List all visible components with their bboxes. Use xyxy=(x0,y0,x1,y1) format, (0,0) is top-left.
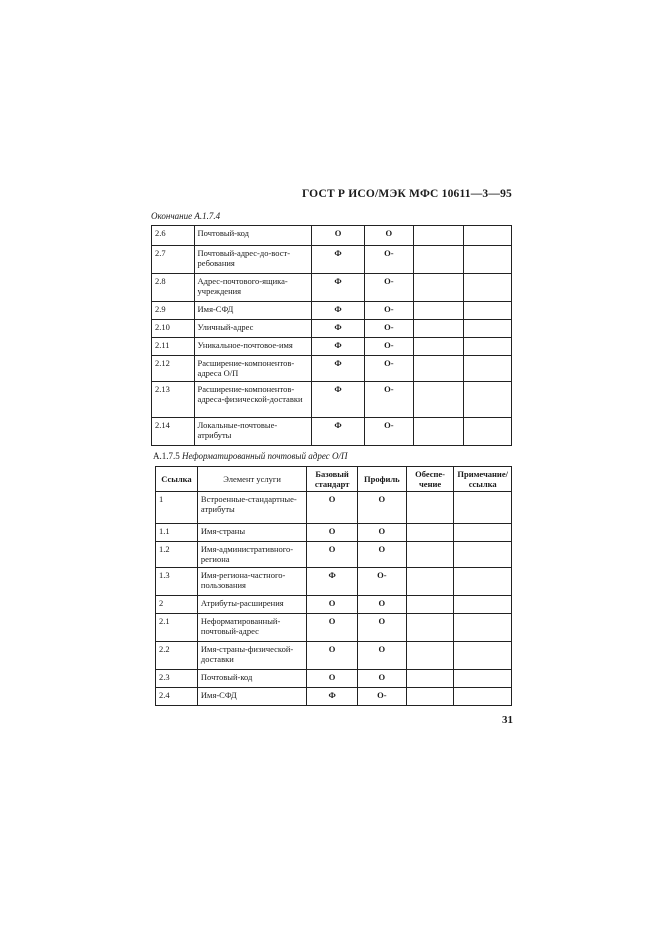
cell-note xyxy=(463,302,511,320)
cell-element: Имя-административного-региона xyxy=(197,542,306,568)
cell-note xyxy=(454,688,512,706)
cell-profile: О- xyxy=(357,688,406,706)
table1 xyxy=(151,225,512,446)
table2 xyxy=(155,466,512,706)
table2-header-row xyxy=(156,467,512,492)
cell-base-standard: Ф xyxy=(312,382,364,418)
cell-profile: О xyxy=(357,524,406,542)
cell-support xyxy=(406,492,454,524)
table1-caption: Окончание А.1.7.4 xyxy=(151,211,221,221)
cell-element: Расширение-компонентов-адреса О/П xyxy=(194,356,312,382)
table2-caption-number: А.1.7.5 xyxy=(153,451,180,461)
cell-base-standard: Ф xyxy=(312,338,364,356)
cell-base-standard: О xyxy=(307,670,358,688)
table2-caption-text: Неформатированный почтовый адрес О/П xyxy=(182,451,348,461)
table2-caption xyxy=(153,451,347,461)
cell-note xyxy=(463,356,511,382)
cell-ref: 2.9 xyxy=(152,302,195,320)
cell-base-standard: О xyxy=(307,596,358,614)
table-row xyxy=(152,226,512,246)
cell-element: Имя-страны-физической-доставки xyxy=(197,642,306,670)
cell-support xyxy=(413,320,463,338)
cell-support xyxy=(413,418,463,446)
table-row xyxy=(152,382,512,418)
cell-support xyxy=(413,226,463,246)
cell-element: Уличный-адрес xyxy=(194,320,312,338)
cell-profile: О xyxy=(357,492,406,524)
cell-profile: О- xyxy=(364,274,413,302)
header-base-standard: Базовый стандарт xyxy=(307,467,358,492)
cell-note xyxy=(463,382,511,418)
cell-note xyxy=(454,614,512,642)
cell-support xyxy=(406,524,454,542)
cell-profile: О- xyxy=(364,302,413,320)
table-row xyxy=(156,492,512,524)
cell-element: Имя-СФД xyxy=(197,688,306,706)
cell-base-standard: О xyxy=(307,614,358,642)
cell-profile: О- xyxy=(364,338,413,356)
cell-element: Атрибуты-расширения xyxy=(197,596,306,614)
cell-ref: 2 xyxy=(156,596,198,614)
cell-base-standard: Ф xyxy=(312,274,364,302)
cell-support xyxy=(413,246,463,274)
cell-base-standard: О xyxy=(307,524,358,542)
cell-element: Имя-страны xyxy=(197,524,306,542)
header-ref: Ссылка xyxy=(156,467,198,492)
cell-ref: 2.1 xyxy=(156,614,198,642)
cell-ref: 2.4 xyxy=(156,688,198,706)
cell-ref: 2.6 xyxy=(152,226,195,246)
cell-support xyxy=(406,596,454,614)
cell-ref: 2.3 xyxy=(156,670,198,688)
table-row xyxy=(152,418,512,446)
cell-ref: 2.14 xyxy=(152,418,195,446)
cell-element: Расширение-компонентов-адреса-физической-доставки xyxy=(194,382,312,418)
table-row xyxy=(156,568,512,596)
cell-base-standard: Ф xyxy=(312,246,364,274)
cell-element: Имя-СФД xyxy=(194,302,312,320)
table-row xyxy=(156,688,512,706)
cell-note xyxy=(463,418,511,446)
cell-element: Уникальное-почтовое-имя xyxy=(194,338,312,356)
cell-ref: 1.2 xyxy=(156,542,198,568)
cell-element: Почтовый-код xyxy=(197,670,306,688)
cell-ref: 1 xyxy=(156,492,198,524)
cell-support xyxy=(406,542,454,568)
cell-note xyxy=(454,542,512,568)
cell-profile: О- xyxy=(357,568,406,596)
cell-note xyxy=(454,492,512,524)
cell-note xyxy=(454,642,512,670)
cell-note xyxy=(463,320,511,338)
cell-base-standard: Ф xyxy=(312,320,364,338)
cell-support xyxy=(413,338,463,356)
cell-support xyxy=(413,356,463,382)
cell-support xyxy=(406,670,454,688)
table-row xyxy=(152,320,512,338)
cell-element: Имя-региона-частного-пользования xyxy=(197,568,306,596)
cell-note xyxy=(463,226,511,246)
cell-ref: 2.7 xyxy=(152,246,195,274)
cell-profile: О- xyxy=(364,356,413,382)
header-element: Элемент услуги xyxy=(197,467,306,492)
cell-ref: 2.2 xyxy=(156,642,198,670)
cell-support xyxy=(413,382,463,418)
cell-element: Адрес-почтового-ящика-учреждения xyxy=(194,274,312,302)
cell-profile: О- xyxy=(364,320,413,338)
cell-profile: О- xyxy=(364,246,413,274)
cell-ref: 2.11 xyxy=(152,338,195,356)
cell-profile: О xyxy=(357,670,406,688)
cell-base-standard: Ф xyxy=(312,418,364,446)
table-row xyxy=(156,670,512,688)
header-support: Обеспе-чение xyxy=(406,467,454,492)
cell-element: Локальные-почтовые-атрибуты xyxy=(194,418,312,446)
cell-profile: О xyxy=(357,596,406,614)
page-number: 31 xyxy=(502,714,513,726)
cell-base-standard: Ф xyxy=(307,568,358,596)
cell-support xyxy=(406,688,454,706)
document-header: ГОСТ Р ИСО/МЭК МФС 10611—3—95 xyxy=(301,188,512,200)
table-row xyxy=(156,542,512,568)
cell-profile: О- xyxy=(364,418,413,446)
cell-note xyxy=(454,524,512,542)
table-row xyxy=(156,524,512,542)
cell-profile: О xyxy=(364,226,413,246)
cell-note xyxy=(463,246,511,274)
cell-element: Встроенные-стандартные-атрибуты xyxy=(197,492,306,524)
cell-base-standard: Ф xyxy=(312,356,364,382)
cell-ref: 2.8 xyxy=(152,274,195,302)
cell-ref: 2.12 xyxy=(152,356,195,382)
cell-support xyxy=(413,302,463,320)
cell-element: Почтовый-адрес-до-вост-ребования xyxy=(194,246,312,274)
cell-base-standard: О xyxy=(307,542,358,568)
table-row xyxy=(156,642,512,670)
cell-note xyxy=(454,596,512,614)
cell-support xyxy=(413,274,463,302)
cell-ref: 2.13 xyxy=(152,382,195,418)
cell-base-standard: О xyxy=(307,642,358,670)
table-row xyxy=(152,338,512,356)
cell-base-standard: Ф xyxy=(312,302,364,320)
cell-element: Неформатированный-почтовый-адрес xyxy=(197,614,306,642)
header-note: Примечание/ссылка xyxy=(454,467,512,492)
cell-note xyxy=(463,274,511,302)
table-row xyxy=(156,596,512,614)
table-row xyxy=(152,246,512,274)
table-row xyxy=(156,614,512,642)
table-row xyxy=(152,302,512,320)
cell-ref: 1.3 xyxy=(156,568,198,596)
cell-profile: О- xyxy=(364,382,413,418)
cell-profile: О xyxy=(357,614,406,642)
cell-support xyxy=(406,568,454,596)
cell-note xyxy=(454,670,512,688)
cell-support xyxy=(406,614,454,642)
cell-element: Почтовый-код xyxy=(194,226,312,246)
cell-base-standard: О xyxy=(312,226,364,246)
cell-note xyxy=(463,338,511,356)
cell-note xyxy=(454,568,512,596)
table-row xyxy=(152,356,512,382)
cell-ref: 1.1 xyxy=(156,524,198,542)
cell-base-standard: О xyxy=(307,492,358,524)
cell-profile: О xyxy=(357,642,406,670)
header-profile: Профиль xyxy=(357,467,406,492)
cell-ref: 2.10 xyxy=(152,320,195,338)
cell-base-standard: Ф xyxy=(307,688,358,706)
cell-support xyxy=(406,642,454,670)
table-row xyxy=(152,274,512,302)
cell-profile: О xyxy=(357,542,406,568)
